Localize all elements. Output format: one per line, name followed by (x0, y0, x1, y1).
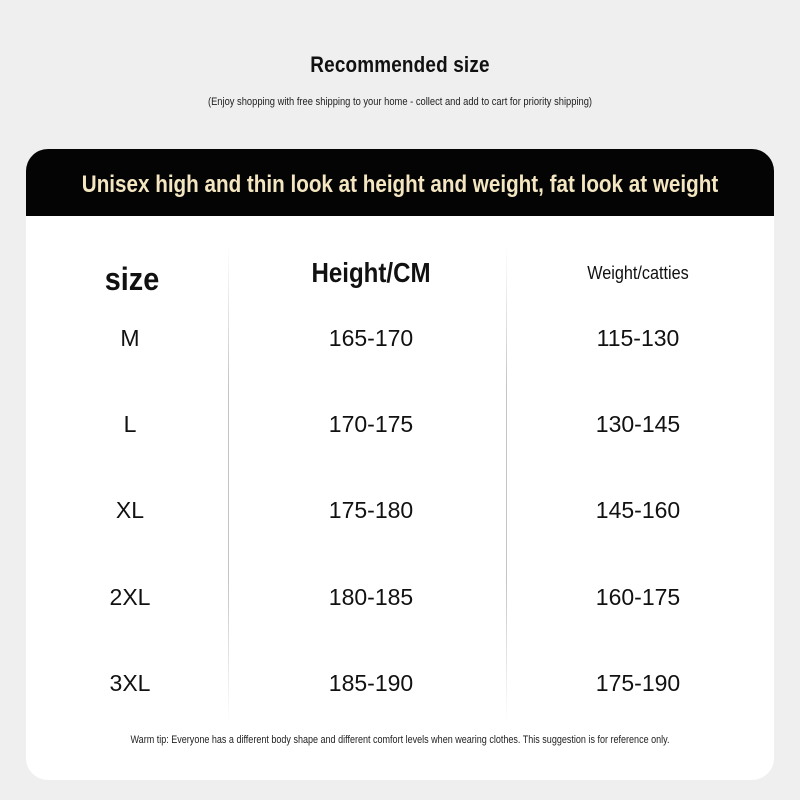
table-cell-height: 180-185 (328, 584, 414, 610)
table-cell-weight: 160-175 (595, 584, 681, 610)
column-header-weight: Weight/catties (587, 263, 689, 283)
column-header-height: Height/CM (311, 257, 431, 288)
table-cell-size: 3XL (109, 670, 151, 696)
size-chart-card (26, 149, 774, 780)
table-cell-weight: 145-160 (595, 497, 681, 523)
banner-text: Unisex high and thin look at height and weight, fat look at weight (81, 171, 719, 198)
table-cell-size: XL (115, 497, 145, 523)
table-cell-size: M (120, 325, 140, 351)
page-title: Recommended size (310, 52, 490, 77)
table-cell-size: 2XL (109, 584, 151, 610)
column-header-size: size (104, 261, 160, 297)
column-divider (228, 244, 229, 724)
warm-tip: Warm tip: Everyone has a different body shape and different comfort levels when wearing clothes. This suggestion is for reference only. (130, 734, 670, 746)
column-divider (506, 244, 507, 724)
table-cell-height: 165-170 (328, 325, 414, 351)
table-cell-height: 175-180 (328, 497, 414, 523)
table-cell-height: 170-175 (328, 411, 414, 437)
table-cell-weight: 130-145 (595, 411, 681, 437)
table-cell-height: 185-190 (328, 670, 414, 696)
page-subtitle: (Enjoy shopping with free shipping to your home - collect and add to cart for priority shipping) (207, 96, 593, 108)
table-cell-weight: 115-130 (596, 325, 680, 351)
table-cell-weight: 175-190 (595, 670, 681, 696)
table-cell-size: L (123, 411, 137, 437)
